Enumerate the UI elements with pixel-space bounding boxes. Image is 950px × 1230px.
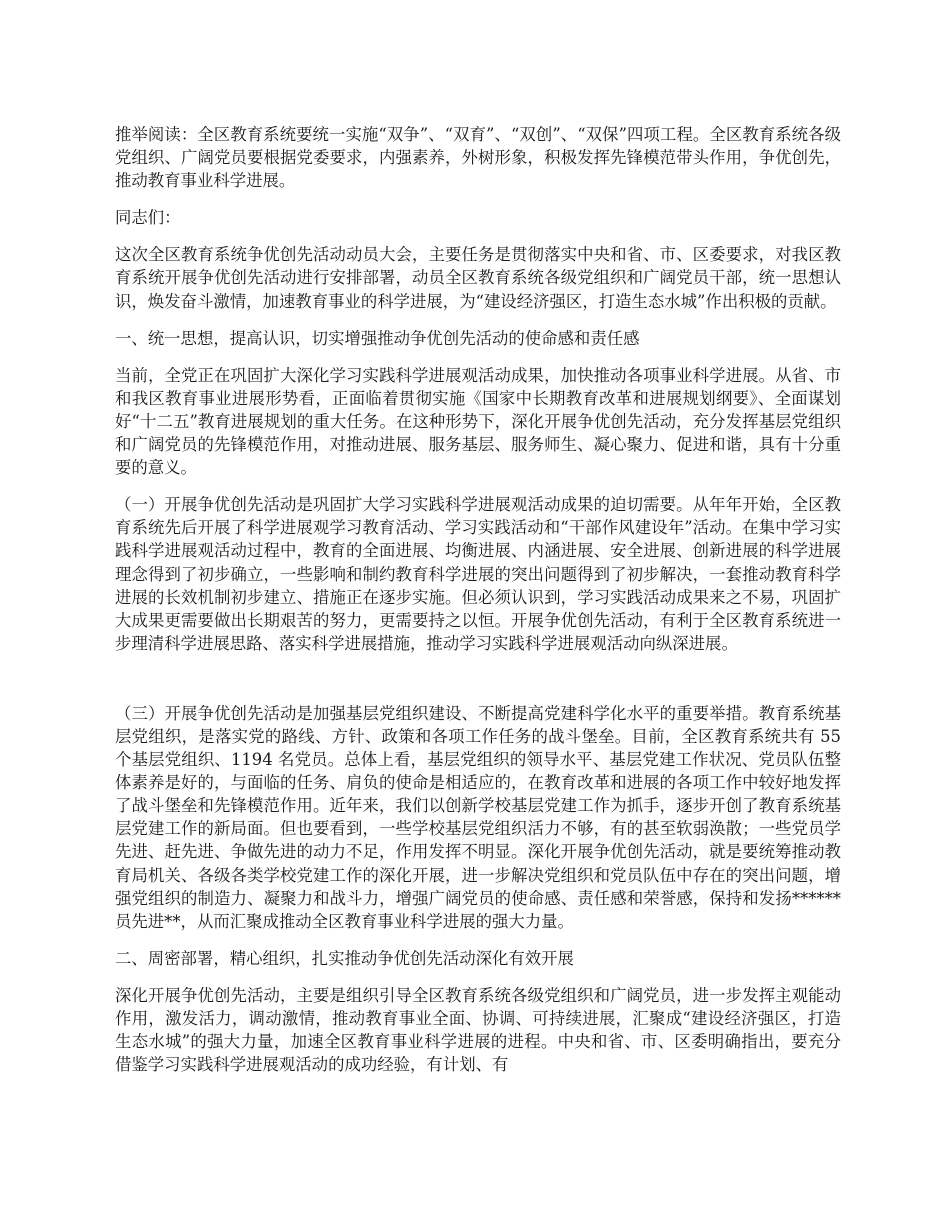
salutation: 同志们： — [115, 208, 181, 228]
section-heading-1: 一、统一思想，提高认识，切实增强推动争优创先活动的使命感和责任感 — [115, 328, 640, 348]
recommend-paragraph: 推举阅读：全区教育系统要统一实施“双争”、“双育”、“双创”、“双保”四项工程。全区教育系统各级党组织、广阔党员要根据党委要求，内强素养，外树形象，积极发挥先锋模范带头作用，争优创先，推动教育事业科学进展。 — [115, 125, 841, 191]
intro-paragraph: 这次全区教育系统争优创先活动动员大会，主要任务是贯彻落实中央和省、市、区委要求，对我区教育系统开展争优创先活动进行安排部署，动员全区教育系统各级党组织和广阔党员干部，统一思想认识，焕发奋斗激情，加速教育事业的科学进展，为“建设经济强区，打造生态水城”作出积极的贡献。 — [115, 245, 841, 311]
paragraph-3: （三）开展争优创先活动是加强基层党组织建设、不断提高党建科学化水平的重要举措。教育系统基层党组织，是落实党的路线、方针、政策和各项工作任务的战斗堡垒。目前，全区教育系统共有 55 个基层党组织、1194 名党员。总体上看，基层党组织的领导水平、基层党建工作状况、党员队伍整体素养是好的，与面临的任务、肩负的使命是相适应的，在教育改革和进展的各项工作中较好地发挥了战斗堡垒和先锋模范作用。近年来，我们以创新学校基层党建工作为抓手，逐步开创了教育系统基层党建工作的新局面。但也要看到，一些学校基层党组织活力不够，有的甚至软弱涣散；一些党员学先进、赶先进、争做先进的动力不足，作用发挥不明显。深化开展争优创先活动，就是要统筹推动教育局机关、各级各类学校党建工作的深化开展，进一步解决党组织和党员队伍中存在的突出问题，增强党组织的制造力、凝聚力和战斗力，增强广阔党员的使命感、责任感和荣誉感，保持和发扬******员先进**，从而汇聚成推动全区教育事业科学进展的强大力量。 — [115, 703, 847, 931]
paragraph-2: （一）开展争优创先活动是巩固扩大学习实践科学进展观活动成果的迫切需要。从年年开始，全区教育系统先后开展了科学进展观学习教育活动、学习实践活动和“干部作风建设年”活动。在集中学习实践科学进展观活动过程中，教育的全面进展、均衡进展、内涵进展、安全进展、创新进展的科学进展理念得到了初步确立，一些影响和制约教育科学进展的突出问题得到了初步解决，一套推动教育科学进展的长效机制初步建立、措施正在逐步实施。但必须认识到，学习实践活动成果来之不易，巩固扩大成果更需要做出长期艰苦的努力，更需要持之以恒。开展争优创先活动，有利于全区教育系统进一步理清科学进展思路、落实科学进展措施，推动学习实践科学进展观活动向纵深进展。 — [115, 495, 841, 653]
paragraph-1: 当前，全党正在巩固扩大深化学习实践科学进展观活动成果，加快推动各项事业科学进展。从省、市和我区教育事业进展形势看，正面临着贯彻实施《国家中长期教育改革和进展规划纲要》、全面谋划好“十二五”教育进展规划的重大任务。在这种形势下，深化开展争优创先活动，充分发挥基层党组织和广阔党员的先锋模范作用，对推动进展、服务基层、服务师生、凝心聚力、促进和谐，具有十分重要的意义。 — [115, 365, 841, 478]
paragraph-4: 深化开展争优创先活动，主要是组织引导全区教育系统各级党组织和广阔党员，进一步发挥主观能动作用，激发活力，调动激情，推动教育事业全面、协调、可持续进展，汇聚成“建设经济强区，打造生态水城”的强大力量，加速全区教育事业科学进展的进程。中央和省、市、区委明确指出，要充分借鉴学习实践科学进展观活动的成功经验，有计划、有 — [115, 985, 841, 1075]
document-body — [115, 123, 847, 1076]
section-heading-2: 二、周密部署，精心组织，扎实推动争优创先活动深化有效开展 — [115, 948, 574, 968]
